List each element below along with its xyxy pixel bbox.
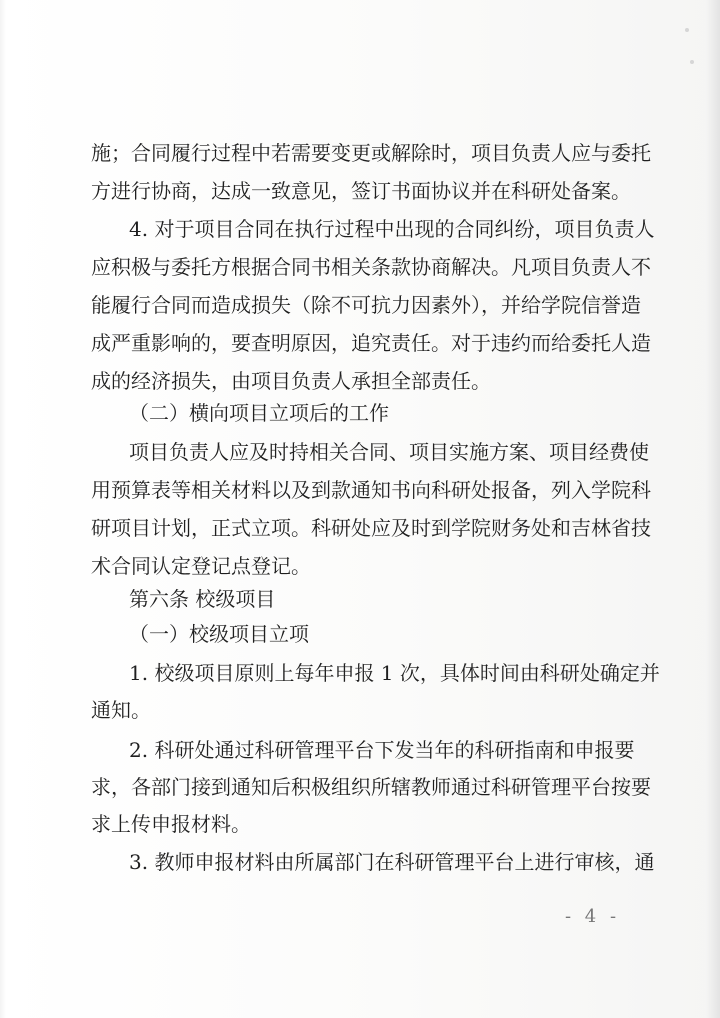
section-heading: （一）校级项目立项 — [129, 622, 309, 646]
article-heading: 第六条 校级项目 — [129, 587, 276, 611]
text-line: 成严重影响的，要查明原因，追究责任。对于违约而给委托人造 — [91, 331, 651, 355]
text-line: 研项目计划，正式立项。科研处应及时到学院财务处和吉林省技 — [91, 516, 651, 540]
scan-speck — [685, 28, 689, 32]
text-line: 4. 对于项目合同在执行过程中出现的合同纠纷，项目负责人 — [129, 217, 655, 241]
text-line: 用预算表等相关材料以及到款通知书向科研处报备，列入学院科 — [91, 478, 651, 502]
text-line: 能履行合同而造成损失（除不可抗力因素外），并给学院信誉造 — [91, 293, 641, 317]
text-line: 施；合同履行过程中若需要变更或解除时，项目负责人应与委托 — [91, 141, 651, 165]
text-line: 2. 科研处通过科研管理平台下发当年的科研指南和申报要 — [129, 738, 635, 762]
text-line: 术合同认定登记点登记。 — [91, 554, 311, 578]
text-line: 成的经济损失，由项目负责人承担全部责任。 — [91, 369, 491, 393]
scan-speck — [690, 60, 694, 64]
section-heading: （二）横向项目立项后的工作 — [129, 401, 389, 425]
scan-shadow-left — [0, 0, 6, 1018]
text-line: 方进行协商，达成一致意见，签订书面协议并在科研处备案。 — [91, 179, 631, 203]
text-line: 求，各部门接到通知后积极组织所辖教师通过科研管理平台按要 — [91, 775, 651, 799]
text-line: 求上传申报材料。 — [91, 812, 251, 836]
text-line: 3. 教师申报材料由所属部门在科研管理平台上进行审核，通 — [129, 850, 655, 874]
page-number: - 4 - — [565, 906, 621, 927]
text-line: 项目负责人应及时持相关合同、项目实施方案、项目经费使 — [129, 440, 649, 464]
text-line: 通知。 — [91, 698, 151, 722]
text-line: 应积极与委托方根据合同书相关条款协商解决。凡项目负责人不 — [91, 255, 651, 279]
text-line: 1. 校级项目原则上每年申报 1 次，具体时间由科研处确定并 — [129, 661, 660, 685]
